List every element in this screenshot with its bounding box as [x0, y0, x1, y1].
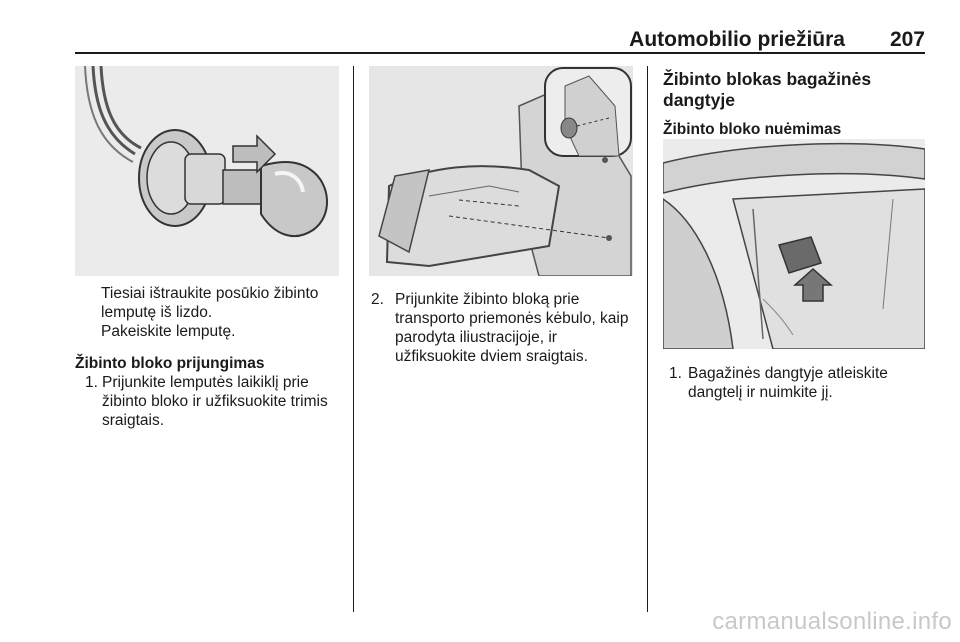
page-header [75, 28, 925, 52]
step-number: 1. [669, 365, 682, 382]
step-number: 2. [371, 291, 384, 308]
section-title: Žibinto blokas bagažinės dangtyje [663, 69, 872, 110]
watermark: carmanualsonline.info [712, 608, 952, 635]
caption-pull-bulb: Tiesiai ištraukite posūkio žibinto lemputę iš lizdo. [101, 285, 319, 321]
caption-replace-bulb: Pakeiskite lemputę. [101, 323, 236, 340]
tailgate-cover-illustration [663, 139, 925, 349]
heading-remove-unit: Žibinto bloko nuėmimas [663, 121, 842, 138]
step-text: Bagažinės dangtyje atleiskite dangtelį ir nuimkite jį. [688, 365, 888, 401]
step-number: 1. [85, 374, 98, 391]
list-item [85, 373, 345, 433]
step-text: Prijunkite žibinto bloką prie transporto priemonės kėbulo, kaip parodyta iliustracijoje, ir užfiksuokite dviem sraigtais. [395, 291, 629, 365]
column-divider-1 [353, 66, 354, 612]
heading-connect-unit: Žibinto bloko prijungimas [75, 355, 265, 372]
list-item [669, 364, 925, 404]
column-divider-2 [647, 66, 648, 612]
chapter-title: Automobilio priežiūra [629, 28, 845, 51]
step-text: Prijunkite lemputės laikiklį prie žibinto bloko ir užfiksuokite trimis sraigtais. [102, 374, 328, 429]
bulb-holder-illustration [75, 66, 339, 276]
list-item [371, 290, 637, 370]
page-number: 207 [889, 28, 925, 51]
header-rule [75, 52, 925, 54]
light-unit-body-illustration [369, 66, 633, 276]
